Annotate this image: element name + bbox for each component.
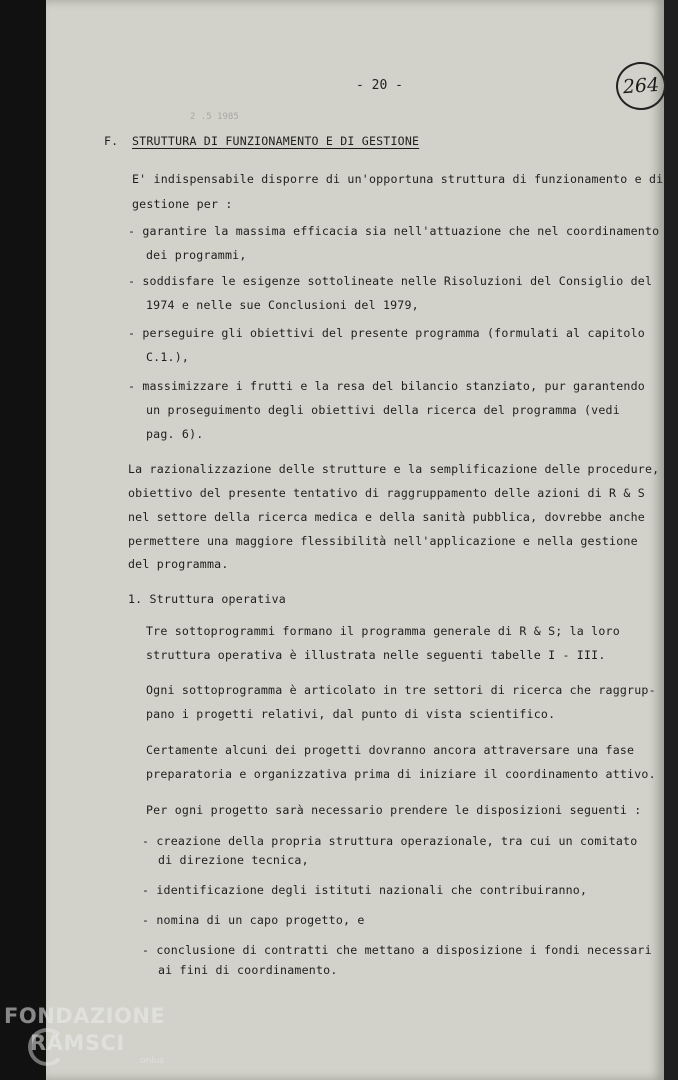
text-line: struttura operativa è illustrata nelle seguenti tabelle I - III. xyxy=(146,648,606,662)
text-line: E' indispensabile disporre di un'opportuna struttura di funzionamento e di xyxy=(132,172,664,186)
list-item: - perseguire gli obiettivi del presente programma (formulati al capitolo xyxy=(128,326,645,340)
list-item: - nomina di un capo progetto, e xyxy=(142,913,365,927)
list-item: - identificazione degli istituti nazionali che contribuiranno, xyxy=(142,883,588,897)
faded-date-stamp: 2 .5 1985 xyxy=(190,112,239,122)
list-item: - creazione della propria struttura operazionale, tra cui un comitato xyxy=(142,834,638,848)
watermark-line-3: onlus xyxy=(140,1056,165,1066)
list-item-continuation: di direzione tecnica, xyxy=(158,853,309,867)
text-line: permettere una maggiore flessibilità nell'applicazione e nella gestione xyxy=(128,534,638,548)
list-item: - conclusione di contratti che mettano a disposizione i fondi necessari xyxy=(142,943,652,957)
text-line: del programma. xyxy=(128,557,229,571)
text-line: Certamente alcuni dei progetti dovranno ancora attraversare una fase xyxy=(146,743,635,757)
text-line: Ogni sottoprogramma è articolato in tre settori di ricerca che raggrup- xyxy=(146,683,656,697)
watermark-line-1: FONDAZIONE xyxy=(4,1004,166,1028)
list-item: - garantire la massima efficacia sia nell'attuazione che nel coordinamento xyxy=(128,224,660,238)
section-title: STRUTTURA DI FUNZIONAMENTO E DI GESTIONE xyxy=(132,134,420,148)
handwritten-archive-number: 264 xyxy=(614,60,667,111)
text-line: obiettivo del presente tentativo di raggruppamento delle azioni di R & S xyxy=(128,486,645,500)
text-line: gestione per : xyxy=(132,197,233,211)
list-item: - massimizzare i frutti e la resa del bilancio stanziato, pur garantendo xyxy=(128,379,645,393)
page-number: - 20 - xyxy=(356,78,403,93)
list-item-continuation: pag. 6). xyxy=(146,427,204,441)
watermark-line-2: RAMSCI xyxy=(30,1031,125,1055)
scan-left-margin xyxy=(0,0,46,1080)
text-line: nel settore della ricerca medica e della sanità pubblica, dovrebbe anche xyxy=(128,510,645,524)
text-line: Per ogni progetto sarà necessario prendere le disposizioni seguenti : xyxy=(146,803,642,817)
subsection-title: 1. Struttura operativa xyxy=(128,592,286,606)
archive-watermark-logo xyxy=(4,1004,204,1074)
scan-right-margin xyxy=(664,0,678,1080)
list-item-continuation: ai fini di coordinamento. xyxy=(158,963,338,977)
text-line: preparatoria e organizzativa prima di iniziare il coordinamento attivo. xyxy=(146,767,656,781)
list-item-continuation: un proseguimento degli obiettivi della ricerca del programma (vedi xyxy=(146,403,620,417)
text-line: La razionalizzazione delle strutture e la semplificazione delle procedure, xyxy=(128,462,660,476)
text-line: Tre sottoprogrammi formano il programma generale di R & S; la loro xyxy=(146,624,620,638)
list-item: - soddisfare le esigenze sottolineate nelle Risoluzioni del Consiglio del xyxy=(128,274,653,288)
list-item-continuation: dei programmi, xyxy=(146,248,247,262)
text-line: pano i progetti relativi, dal punto di vista scientifico. xyxy=(146,707,556,721)
list-item-continuation: C.1.), xyxy=(146,350,190,364)
list-item-continuation: 1974 e nelle sue Conclusioni del 1979, xyxy=(146,298,419,312)
section-marker: F. xyxy=(104,134,119,148)
